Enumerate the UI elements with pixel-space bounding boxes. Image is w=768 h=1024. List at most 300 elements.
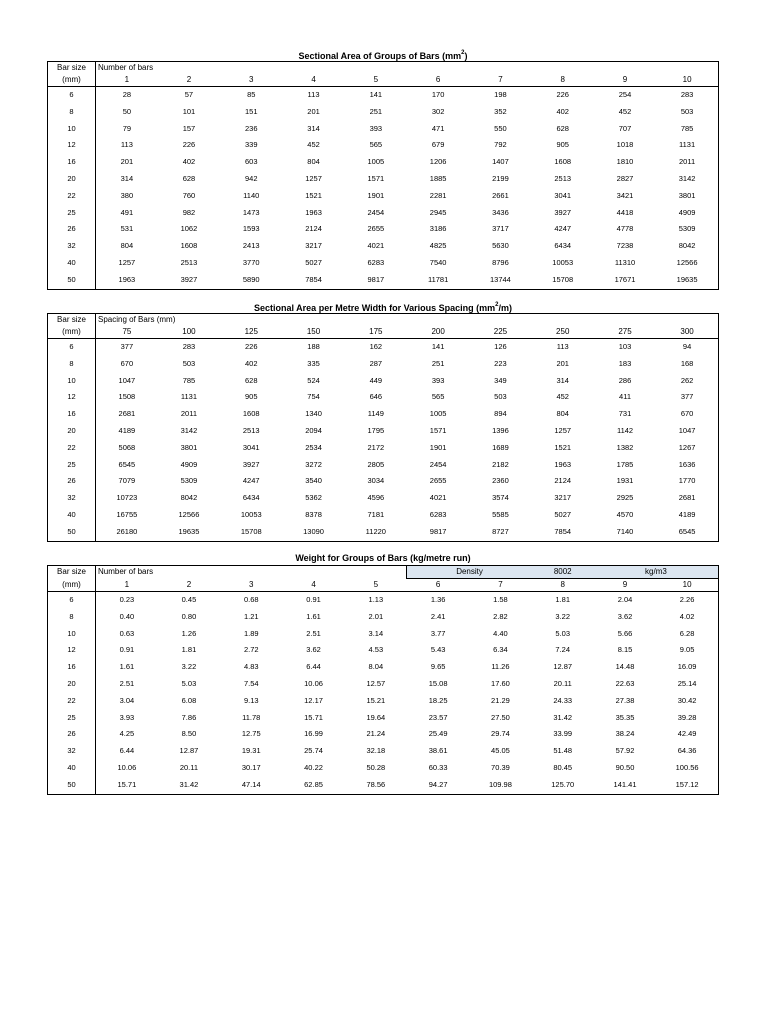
value-cell: 170 (431, 90, 445, 99)
bar-size-cell: 16 (48, 154, 96, 171)
value-cell: 804 (307, 157, 320, 167)
bar-size-cell: 16 (48, 406, 96, 423)
value-cell: 70.39 (491, 762, 510, 772)
value-cell: 5630 (492, 241, 509, 251)
value-cell: 4570 (616, 509, 634, 519)
value-cell: 223 (494, 358, 507, 368)
value-cell: 287 (369, 358, 383, 368)
value-cell: 1963 (118, 274, 136, 284)
value-cell: 3540 (305, 476, 322, 486)
value-cell: 2945 (429, 207, 447, 217)
value-cell: 1142 (616, 425, 634, 435)
value-cell: 3927 (242, 459, 260, 469)
value-cell: 402 (556, 106, 569, 116)
value-cell: 2454 (367, 207, 385, 217)
value-cell: 201 (307, 106, 320, 116)
column-header: 200 (431, 327, 445, 336)
value-cell: 32.18 (366, 746, 386, 756)
value-cell: 6.28 (679, 628, 695, 638)
column-header: 2 (186, 75, 192, 84)
value-cell: 1608 (554, 157, 572, 167)
column-header: 300 (680, 327, 694, 336)
bar-size-cell: 8 (48, 609, 96, 626)
column-header: 3 (249, 579, 254, 589)
value-cell: 51.48 (553, 746, 573, 756)
value-cell: 50 (122, 106, 132, 116)
value-cell: 1593 (242, 224, 260, 234)
value-cell: 3717 (492, 224, 509, 234)
value-cell: 6.08 (181, 695, 197, 705)
sectional-area-spacing-table (47, 313, 719, 542)
value-cell: 15.71 (304, 712, 323, 722)
value-cell: 1131 (180, 392, 198, 402)
value-cell: 2.82 (493, 611, 508, 621)
value-cell: 982 (182, 207, 196, 217)
bar-size-cell: 12 (48, 389, 96, 406)
value-cell: 550 (494, 123, 507, 133)
value-cell: 707 (618, 123, 632, 133)
value-cell: 8727 (492, 526, 509, 536)
value-cell: 3421 (616, 190, 634, 200)
value-cell: 226 (556, 90, 569, 99)
value-cell: 2124 (305, 224, 322, 234)
density-unit: kg/m3 (594, 566, 719, 579)
value-cell: 286 (618, 375, 632, 385)
value-cell: 33.99 (553, 729, 573, 739)
value-cell: 2172 (367, 442, 385, 452)
value-cell: 5585 (492, 509, 509, 519)
value-cell: 503 (494, 392, 507, 402)
bar-size-cell: 8 (48, 356, 96, 373)
value-cell: 283 (680, 90, 694, 99)
value-cell: 1047 (118, 375, 136, 385)
value-cell: 15708 (240, 526, 262, 536)
value-cell: 3.62 (306, 645, 321, 655)
value-cell: 50.28 (366, 762, 386, 772)
value-cell: 5.43 (430, 645, 446, 655)
value-cell: 13744 (490, 274, 511, 284)
value-cell: 9.05 (679, 645, 695, 655)
value-cell: 11.78 (242, 712, 261, 722)
value-cell: 2.51 (119, 678, 135, 688)
value-cell: 670 (680, 409, 694, 419)
bar-size-cell: 26 (48, 726, 96, 743)
bar-size-cell: 50 (48, 272, 96, 289)
value-cell: 1267 (678, 442, 696, 452)
bar-size-unit-header: (mm) (48, 579, 96, 592)
value-cell: 1963 (305, 207, 322, 217)
value-cell: 503 (182, 358, 196, 368)
column-header: 1 (124, 75, 130, 84)
value-cell: 1571 (429, 425, 447, 435)
value-cell: 1257 (118, 257, 136, 267)
value-cell: 2655 (429, 476, 447, 486)
value-cell: 3217 (554, 493, 572, 503)
value-cell: 226 (244, 342, 258, 351)
value-cell: 27.50 (491, 712, 510, 722)
bar-size-cell: 20 (48, 423, 96, 440)
value-cell: 2360 (492, 476, 509, 486)
value-cell: 377 (120, 342, 134, 351)
bar-size-cell: 40 (48, 760, 96, 777)
value-cell: 9817 (367, 274, 385, 284)
value-cell: 3.93 (119, 712, 135, 722)
value-cell: 8378 (305, 509, 322, 519)
bar-size-unit-header: (mm) (48, 74, 96, 87)
value-cell: 380 (120, 190, 134, 200)
value-cell: 168 (680, 358, 694, 368)
value-cell: 1636 (678, 459, 696, 469)
value-cell: 1901 (367, 190, 385, 200)
bar-size-cell: 25 (48, 205, 96, 222)
value-cell: 1.81 (555, 595, 571, 604)
value-cell: 12566 (178, 509, 200, 519)
table-row (48, 171, 719, 188)
value-cell: 125.70 (551, 779, 575, 789)
bar-size-cell: 50 (48, 524, 96, 541)
value-cell: 1885 (429, 173, 447, 183)
value-cell: 1608 (180, 241, 198, 251)
value-cell: 628 (182, 173, 196, 183)
value-cell: 3801 (678, 190, 696, 200)
bar-size-cell: 26 (48, 221, 96, 238)
table-row (48, 626, 719, 643)
sectional-area-groups-table (47, 61, 719, 290)
bar-size-cell: 40 (48, 507, 96, 524)
value-cell: 5309 (180, 476, 198, 486)
bar-size-cell: 10 (48, 121, 96, 138)
value-cell: 1062 (180, 224, 198, 234)
value-cell: 30.17 (241, 762, 261, 772)
value-cell: 47.14 (241, 779, 261, 789)
value-cell: 4596 (367, 493, 385, 503)
value-cell: 6283 (367, 257, 385, 267)
value-cell: 15708 (552, 274, 574, 284)
value-cell: 393 (369, 123, 383, 133)
value-cell: 524 (307, 375, 320, 385)
value-cell: 18.25 (428, 695, 448, 705)
value-cell: 503 (680, 106, 694, 116)
value-cell: 1795 (367, 425, 385, 435)
value-cell: 16.99 (304, 729, 323, 739)
value-cell: 8796 (492, 257, 509, 267)
value-cell: 5.03 (181, 678, 197, 688)
table-row (48, 406, 719, 423)
value-cell: 3142 (678, 173, 696, 183)
column-header: 4 (311, 579, 316, 589)
value-cell: 23.57 (428, 712, 448, 722)
value-cell: 3927 (180, 274, 198, 284)
value-cell: 1.61 (306, 611, 321, 621)
value-cell: 12.87 (553, 662, 573, 672)
value-cell: 4418 (616, 207, 634, 217)
value-cell: 28 (122, 90, 132, 99)
table-row (48, 760, 719, 777)
value-cell: 15.08 (428, 678, 448, 688)
value-cell: 314 (120, 173, 134, 183)
value-cell: 11310 (614, 257, 636, 267)
value-cell: 94 (682, 342, 692, 351)
value-cell: 16755 (116, 509, 138, 519)
value-cell: 57.92 (615, 746, 635, 756)
value-cell: 6545 (678, 526, 696, 536)
value-cell: 236 (244, 123, 258, 133)
value-cell: 12566 (676, 257, 698, 267)
value-cell: 1.21 (243, 611, 259, 621)
bar-size-cell: 10 (48, 626, 96, 643)
value-cell: 449 (369, 375, 383, 385)
value-cell: 1018 (616, 140, 634, 150)
bar-size-cell: 25 (48, 457, 96, 474)
value-cell: 19635 (676, 274, 698, 284)
value-cell: 201 (120, 157, 134, 167)
table-row (48, 188, 719, 205)
value-cell: 0.91 (306, 595, 321, 604)
value-cell: 141 (369, 90, 383, 99)
table-row (48, 592, 719, 609)
value-cell: 1963 (554, 459, 572, 469)
value-cell: 79 (122, 123, 132, 133)
value-cell: 1005 (429, 409, 447, 419)
value-cell: 1770 (678, 476, 696, 486)
table-row (48, 726, 719, 743)
value-cell: 12.87 (179, 746, 199, 756)
value-cell: 3041 (554, 190, 572, 200)
value-cell: 1257 (554, 425, 572, 435)
value-cell: 7.24 (555, 645, 571, 655)
value-cell: 31.42 (553, 712, 573, 722)
table-row (48, 777, 719, 794)
value-cell: 804 (556, 409, 569, 419)
value-cell: 11781 (427, 274, 449, 284)
value-cell: 3.22 (555, 611, 571, 621)
table-row (48, 507, 719, 524)
value-cell: 4.25 (119, 729, 135, 739)
density-label: Density (407, 566, 532, 579)
value-cell: 471 (431, 123, 445, 133)
value-cell: 0.63 (119, 628, 135, 638)
value-cell: 30.42 (677, 695, 697, 705)
value-cell: 226 (182, 140, 196, 150)
value-cell: 113 (120, 140, 133, 150)
bar-size-cell: 22 (48, 188, 96, 205)
value-cell: 1473 (242, 207, 260, 217)
value-cell: 731 (618, 409, 632, 419)
value-cell: 4189 (678, 509, 696, 519)
value-cell: 335 (307, 358, 320, 368)
bar-size-cell: 50 (48, 777, 96, 794)
value-cell: 3.04 (119, 695, 135, 705)
value-cell: 3.77 (430, 628, 446, 638)
table-row (48, 238, 719, 255)
value-cell: 3041 (242, 442, 260, 452)
bar-size-header: Bar size (48, 566, 96, 579)
column-header: 6 (435, 580, 441, 589)
value-cell: 2182 (492, 459, 509, 469)
value-cell: 0.68 (243, 595, 259, 604)
value-cell: 188 (307, 342, 320, 351)
value-cell: 5890 (242, 274, 260, 284)
value-cell: 1140 (243, 190, 260, 200)
bar-size-cell: 12 (48, 137, 96, 154)
value-cell: 3.14 (368, 628, 384, 638)
value-cell: 785 (182, 375, 196, 385)
value-cell: 2454 (429, 459, 447, 469)
value-cell: 4.40 (493, 628, 508, 638)
value-cell: 628 (244, 375, 258, 385)
value-cell: 565 (369, 140, 383, 150)
value-cell: 2661 (492, 190, 509, 200)
value-cell: 12.75 (241, 729, 261, 739)
value-cell: 7.54 (243, 678, 259, 688)
table-row (48, 457, 719, 474)
value-cell: 12.17 (304, 695, 323, 705)
bar-size-cell: 8 (48, 104, 96, 121)
value-cell: 2655 (367, 224, 385, 234)
column-header: 225 (493, 327, 508, 336)
column-header: 2 (186, 579, 192, 589)
value-cell: 8.50 (181, 729, 197, 739)
column-header: 100 (182, 327, 196, 336)
weight-groups-title: Weight for Groups of Bars (kg/metre run) (295, 553, 471, 563)
value-cell: 1901 (429, 442, 447, 452)
table-row (48, 490, 719, 507)
weight-groups-section (47, 551, 719, 795)
value-cell: 10.06 (304, 678, 323, 688)
value-cell: 905 (556, 140, 569, 150)
column-header: 9 (622, 75, 628, 84)
table-row (48, 440, 719, 457)
value-cell: 151 (244, 106, 258, 116)
column-header: 4 (311, 75, 316, 84)
value-cell: 1149 (367, 409, 384, 419)
value-cell: 314 (556, 375, 569, 385)
value-cell: 5362 (305, 493, 322, 503)
value-cell: 1396 (492, 425, 509, 435)
value-cell: 4247 (242, 476, 260, 486)
value-cell: 19635 (178, 526, 200, 536)
table-row (48, 87, 719, 104)
bar-size-cell: 22 (48, 440, 96, 457)
value-cell: 1689 (492, 442, 509, 452)
table-row (48, 389, 719, 406)
value-cell: 10053 (240, 509, 262, 519)
value-cell: 35.35 (615, 712, 635, 722)
value-cell: 0.45 (181, 595, 197, 604)
value-cell: 1005 (367, 157, 385, 167)
table-row (48, 104, 719, 121)
value-cell: 11.26 (491, 662, 510, 672)
value-cell: 6.44 (306, 662, 321, 672)
value-cell: 6.44 (119, 746, 135, 756)
table-row (48, 676, 719, 693)
value-cell: 80.45 (553, 762, 573, 772)
table-row (48, 642, 719, 659)
value-cell: 7238 (616, 241, 634, 251)
value-cell: 251 (431, 358, 445, 368)
value-cell: 2805 (367, 459, 385, 469)
value-cell: 25.74 (304, 746, 323, 756)
value-cell: 183 (618, 358, 632, 368)
value-cell: 670 (120, 358, 134, 368)
sectional-area-spacing-title: Sectional Area per Metre Width for Various Spacing $(mm^2/m)$ (254, 302, 512, 313)
column-header: 10 (682, 580, 692, 589)
value-cell: 85 (247, 90, 256, 99)
value-cell: 9.65 (430, 662, 446, 672)
value-cell: 2513 (554, 173, 572, 183)
value-cell: 4247 (554, 224, 572, 234)
value-cell: 1340 (305, 409, 322, 419)
value-cell: 10.06 (117, 762, 137, 772)
value-cell: 254 (618, 90, 632, 99)
value-cell: 109.98 (488, 779, 512, 789)
value-cell: 21.29 (491, 695, 510, 705)
value-cell: 78.56 (366, 779, 386, 789)
value-cell: 754 (307, 392, 320, 402)
value-cell: 1508 (118, 392, 136, 402)
value-cell: 19.31 (241, 746, 261, 756)
value-cell: 25.49 (428, 729, 448, 739)
value-cell: 2513 (180, 257, 198, 267)
value-cell: 1.13 (368, 595, 384, 604)
value-cell: 5027 (305, 257, 322, 267)
table-row (48, 710, 719, 727)
value-cell: 27.38 (615, 695, 635, 705)
column-header: 7 (498, 75, 503, 84)
value-cell: 6545 (118, 459, 136, 469)
sectional-area-groups-title: Sectional Area of Groups of Bars $(mm^2)$ (298, 50, 468, 61)
value-cell: 26180 (116, 526, 138, 536)
value-cell: 31.42 (179, 779, 199, 789)
bar-size-header: Bar size (48, 62, 96, 75)
table-row (48, 272, 719, 289)
value-cell: 628 (556, 123, 569, 133)
value-cell: 9.13 (243, 695, 259, 705)
bar-size-cell: 26 (48, 473, 96, 490)
value-cell: 2281 (429, 190, 447, 200)
value-cell: 679 (431, 140, 445, 150)
value-cell: 13090 (303, 526, 324, 536)
value-cell: 1382 (616, 442, 634, 452)
value-cell: 10053 (552, 257, 574, 267)
value-cell: 531 (120, 224, 134, 234)
table-row (48, 137, 719, 154)
table-row (48, 743, 719, 760)
value-cell: 4021 (367, 241, 385, 251)
value-cell: 302 (431, 106, 445, 116)
value-cell: 12.57 (366, 678, 386, 688)
value-cell: 113 (556, 342, 569, 351)
value-cell: 24.33 (553, 695, 573, 705)
value-cell: 4909 (180, 459, 198, 469)
value-cell: 1.89 (243, 628, 259, 638)
value-cell: 339 (244, 140, 258, 150)
value-cell: 0.23 (119, 595, 135, 604)
value-cell: 4.83 (243, 662, 259, 672)
value-cell: 90.50 (615, 762, 635, 772)
sectional-area-spacing-section (47, 299, 719, 542)
value-cell: 3.22 (181, 662, 197, 672)
value-cell: 262 (680, 375, 694, 385)
value-cell: 14.48 (615, 662, 635, 672)
value-cell: 3927 (554, 207, 572, 217)
bar-size-cell: 32 (48, 743, 96, 760)
value-cell: 8042 (180, 493, 198, 503)
value-cell: 2011 (180, 409, 198, 419)
value-cell: 1257 (305, 173, 322, 183)
value-cell: 646 (369, 392, 383, 402)
column-header: 5 (373, 579, 379, 589)
